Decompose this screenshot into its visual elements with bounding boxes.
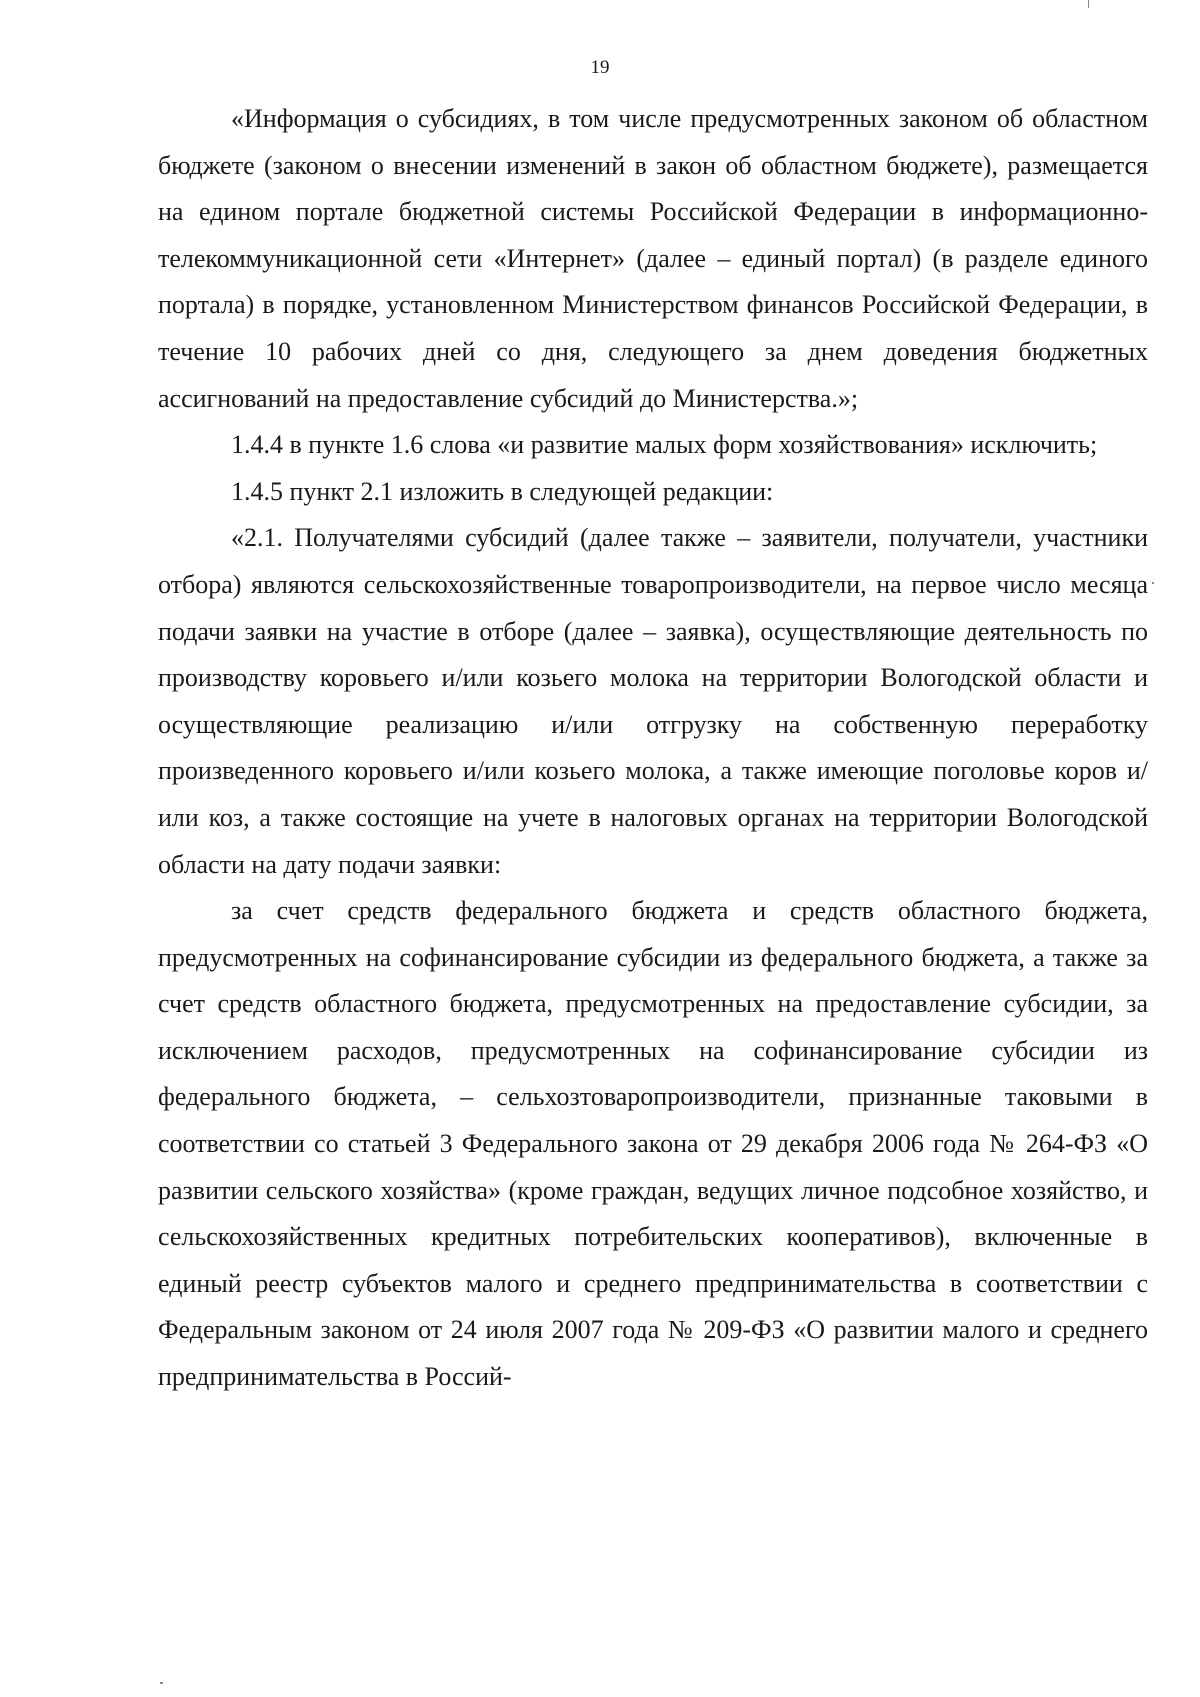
scan-speck	[1088, 0, 1089, 8]
paragraph-funding-sources: за счет средств федерального бюджета и средств областного бюджета, предусмотренных на софинансирование субсидии из федерального бюджета, а также за счет средств областного бюджета, предусмотренных на предоставление субсидии, за исключением расходов, предусмотренных на софинансирование субсидии из федерального бюджета, – сельхозтоваропроизводители, признанные таковыми в соответствии со статьей 3 Федерального закона от 29 декабря 2006 года № 264-ФЗ «О развитии сельского хозяйства» (кроме граждан, ведущих личное подсобное хозяйство, и сельскохозяйственных кредитных потребительских кооперативов), включенные в единый реестр субъектов малого и среднего предпринимательства в соответствии с Федеральным законом от 24 июля 2007 года № 209-ФЗ «О развитии малого и среднего предпринимательства в Россий-	[158, 896, 1148, 1392]
document-body	[158, 96, 1148, 1401]
paragraph-item-1-4-4: 1.4.4 в пункте 1.6 слова «и развитие малых форм хозяйствования» исключить;	[231, 430, 1098, 460]
paragraph-subsidy-information: «Информация о субсидиях, в том числе предусмотренных законом об областном бюджете (законом о внесении изменений в закон об областном бюджете), размещается на едином портале бюджетной системы Российской Федерации в информационно-телекоммуникационной сети «Интернет» (далее – единый портал) (в разделе единого портала) в порядке, установленном Министерством финансов Российской Федерации, в течение 10 рабочих дней со дня, следующего за днем доведения бюджетных ассигнований на предоставление субсидий до Министерства.»;	[158, 104, 1148, 413]
paragraph-clause-2-1: «2.1. Получателями субсидий (далее также – заявители, получатели, участники отбора) являются сельскохозяйственные товаропроизводители, на первое число месяца подачи заявки на участие в отборе (далее – заявка), осуществляющие деятельность по производству коровьего и/или козьего молока на территории Вологодской области и осуществляющие реализацию и/или отгрузку на собственную переработку произведенного коровьего и/или козьего молока, а также имеющие поголовье коров и/или коз, а также состоящие на учете в налоговых органах на территории Вологодской области на дату подачи заявки:	[158, 523, 1148, 879]
page-number: 19	[590, 57, 610, 78]
scan-speck	[1152, 582, 1154, 584]
scan-speck	[160, 1682, 163, 1684]
paragraph-item-1-4-5: 1.4.5 пункт 2.1 изложить в следующей редакции:	[231, 476, 774, 506]
